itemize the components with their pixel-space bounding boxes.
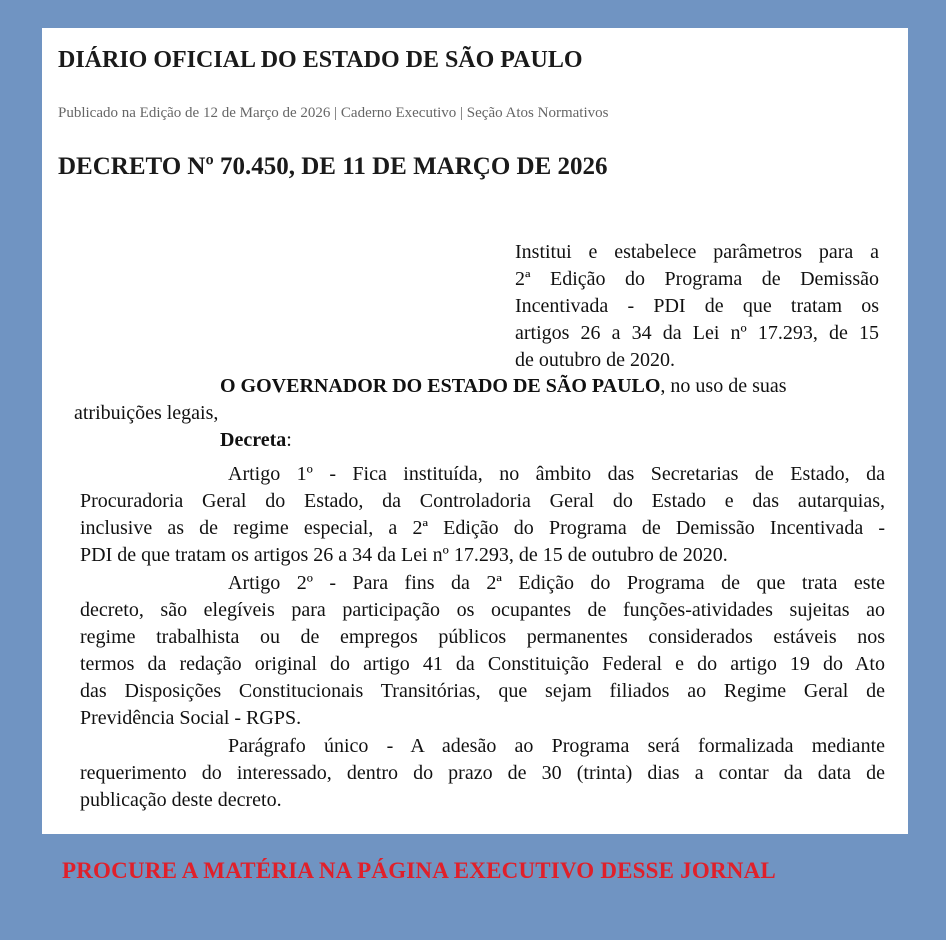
article-2-line: Previdência Social - RGPS.	[80, 707, 302, 729]
decree-ementa	[515, 239, 879, 374]
ementa-line: Institui e estabelece parâmetros para a	[515, 241, 879, 263]
decreta-label: Decreta	[220, 429, 287, 451]
publication-line: Publicado na Edição de 12 de Março de 2026 | Caderno Executivo | Seção Atos Normativos	[58, 105, 609, 121]
article-2-line: termos da redação original do artigo 41 da Constituição Federal e do artigo 19 do Ato	[80, 653, 885, 675]
preamble-text: , no uso de suas	[660, 375, 787, 397]
paragraph-line: requerimento do interessado, dentro do prazo de 30 (trinta) dias a contar da data de	[80, 762, 885, 784]
article-2-line: regime trabalhista ou de empregos públicos permanentes considerados estáveis nos	[80, 626, 885, 648]
preamble-line	[220, 373, 787, 400]
ementa-line: artigos 26 a 34 da Lei nº 17.293, de 15	[515, 322, 879, 344]
article-1-line: PDI de que tratam os artigos 26 a 34 da Lei nº 17.293, de 15 de outubro de 2020.	[80, 544, 728, 566]
paragraph-line: publicação deste decreto.	[80, 789, 282, 811]
ementa-line: 2ª Edição do Programa de Demissão	[515, 268, 879, 290]
ementa-line: Incentivada - PDI de que tratam os	[515, 295, 879, 317]
article-2-line: decreto, são elegíveis para participação os ocupantes de funções-atividades sujeitas ao	[80, 599, 885, 621]
decreta-colon: :	[286, 429, 292, 451]
article-2-line: Artigo 2º - Para fins da 2ª Edição do Programa de que trata este	[228, 572, 885, 594]
decreta-line	[220, 427, 292, 454]
ementa-line: de outubro de 2020.	[515, 349, 675, 371]
article-1-line: Procuradoria Geral do Estado, da Controladoria Geral do Estado e das autarquias,	[80, 490, 885, 512]
article-1-line: inclusive as de regime especial, a 2ª Edição do Programa de Demissão Incentivada -	[80, 517, 885, 539]
article-1-line: Artigo 1º - Fica instituída, no âmbito das Secretarias de Estado, da	[228, 463, 885, 485]
journal-title: DIÁRIO OFICIAL DO ESTADO DE SÃO PAULO	[58, 47, 583, 73]
governor-title: O GOVERNADOR DO ESTADO DE SÃO PAULO	[220, 375, 661, 397]
paragraph-line: Parágrafo único - A adesão ao Programa será formalizada mediante	[228, 735, 885, 757]
article-2-line: das Disposições Constitucionais Transitórias, que sejam filiados ao Regime Geral de	[80, 680, 885, 702]
preamble-line: atribuições legais,	[74, 402, 219, 424]
decree-title: DECRETO Nº 70.450, DE 11 DE MARÇO DE 2026	[58, 153, 608, 180]
footer-cta: PROCURE A MATÉRIA NA PÁGINA EXECUTIVO DESSE JORNAL	[62, 858, 776, 883]
